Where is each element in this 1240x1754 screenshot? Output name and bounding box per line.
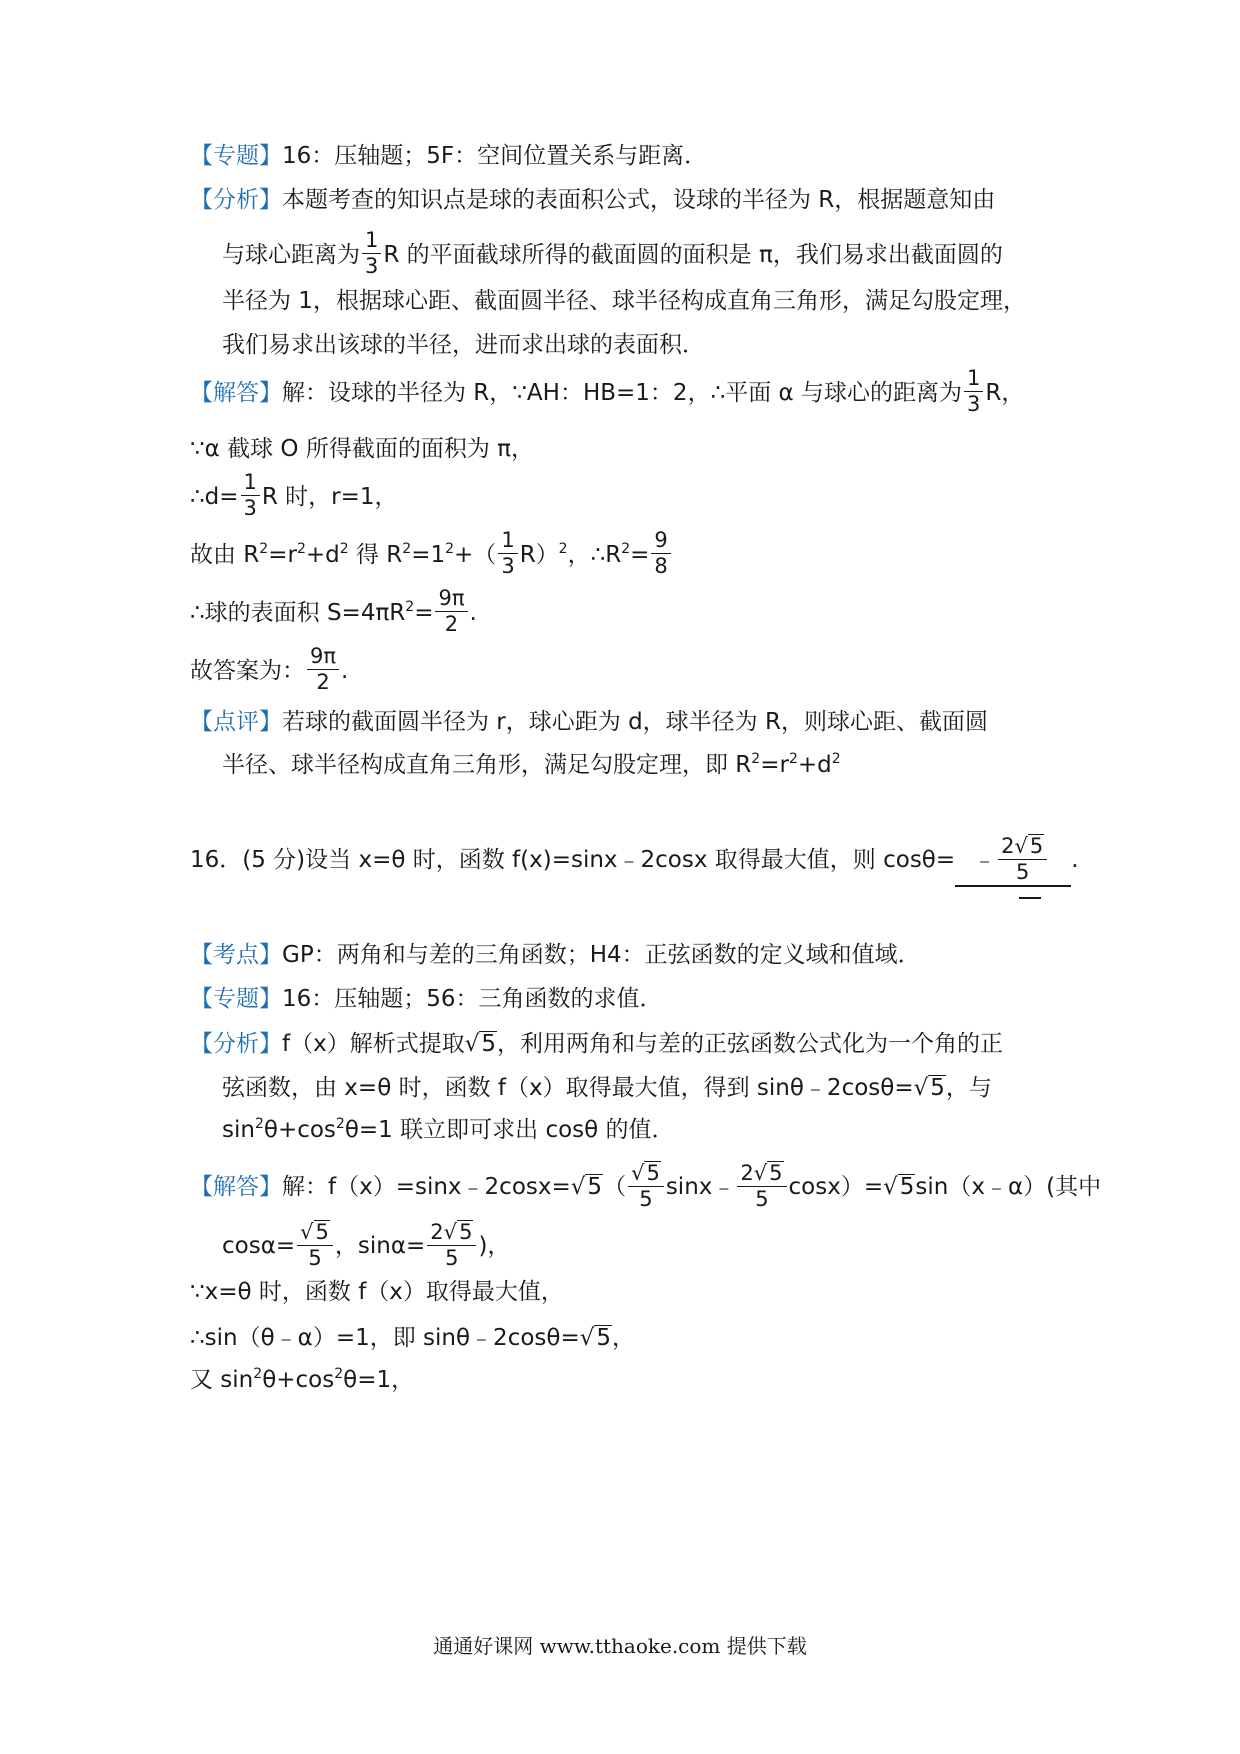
topic-line-2: 【专题】16：压轴题；56：三角函数的求值． — [190, 986, 663, 1012]
solution-tag: 【解答】 — [190, 1174, 282, 1200]
solution-line-1: 【解答】解：设球的半径为 R，∵AH：HB=1：2，∴平面 α 与球心的距离为 $\frac{1}{3}$ R， — [190, 366, 1025, 416]
analysis-line-4: 我们易求出该球的半径，进而求出球的表面积． — [222, 332, 705, 358]
fraction: $\frac{√5}{5}$ — [297, 1220, 333, 1269]
topic-tag: 【专题】 — [190, 986, 282, 1012]
comment-line-1: 【点评】若球的截面圆半径为 r，球心距为 d，球半径为 R，则球心距、截面圆 — [190, 709, 988, 735]
solution-line-2: ∵α 截球 O 所得截面的面积为 π， — [190, 436, 534, 462]
fraction: $\frac{1}{3}$ — [362, 230, 381, 277]
radical: √5 — [913, 1075, 945, 1101]
solution2-line-1: 【解答】解：f（x）=sinx﹣2cosx=√5（ $\frac{√5}{5}$ sinx﹣ $\frac{2√5}{5}$ cosx）=√5sin（x﹣α）(其中 — [190, 1161, 1102, 1211]
fraction: $\frac{2√5}{5}$ — [427, 1220, 476, 1269]
topic-line-1: 【专题】16：压轴题；5F：空间位置关系与距离． — [190, 143, 708, 169]
fraction: $\frac{1}{3}$ — [498, 530, 517, 577]
solution-tag: 【解答】 — [190, 380, 282, 406]
analysis2-line-3: $\sin^2\theta+\cos^2\theta=1$ 联立即可求出 cosθ 的值． — [222, 1116, 675, 1143]
radical: √5 — [464, 1031, 497, 1057]
analysis-line-1: 【分析】本题考查的知识点是球的表面积公式，设球的半径为 R，根据题意知由 — [190, 187, 996, 213]
solution-line-4: 故由 $R^2=r^2+d^2$ 得 $R^2=1^2+$（ $\frac{1}{3}$ R）$^2$，$\therefore R^2=$ $\frac{9}{8}$ — [190, 532, 673, 579]
radical: √5 — [579, 1325, 612, 1351]
analysis-line-2: 与球心距离为 $\frac{1}{3}$ R 的平面截球所得的截面圆的面积是 π，我们易求出截面圆的 — [222, 228, 1003, 278]
analysis-tag: 【分析】 — [190, 1031, 282, 1057]
solution-line-3: ∴d= $\frac{1}{3}$ R 时，r=1， — [190, 470, 398, 520]
analysis-tag: 【分析】 — [190, 187, 282, 213]
solution2-line-4: ∴sin（θ﹣α）=1，即 sinθ﹣2cosθ=√5， — [190, 1325, 636, 1351]
topic-tag: 【专题】 — [190, 143, 282, 169]
fraction: $\frac{9\pi}{2}$ — [307, 646, 339, 693]
fraction: $\frac{2√5}{5}$ — [998, 834, 1047, 883]
keypoint-tag: 【考点】 — [190, 942, 282, 968]
analysis-line-3: 半径为 1，根据球心距、截面圆半径、球半径构成直角三角形，满足勾股定理， — [222, 288, 1026, 314]
keypoint-line: 【考点】GP：两角和与差的三角函数；H4：正弦函数的定义域和值域． — [190, 942, 921, 968]
answer-blank: ﹣ $\frac{2√5}{5}$ — [955, 836, 1071, 887]
comment-line-2: 半径、球半径构成直角三角形，满足勾股定理，即 $R^2=r^2+d^2$ — [222, 751, 841, 778]
fraction: $\frac{9}{8}$ — [651, 530, 670, 577]
fraction: $\frac{9\pi}{2}$ — [435, 588, 467, 635]
solution2-line-5: 又 $\sin^2\theta+\cos^2\theta=1$， — [190, 1366, 415, 1393]
page-footer: 通通好课网 www.tthaoke.com 提供下载 — [433, 1634, 807, 1658]
solution-line-5: ∴球的表面积 $S=4\pi R^2=$ $\frac{9\pi}{2}$ . — [190, 586, 477, 636]
question-16: 16．(5 分)设当 x=θ 时，函数 f(x)=sinx﹣2cosx 取得最大值，则 cosθ= ﹣ $\frac{2√5}{5}$ . — [190, 836, 1079, 887]
fraction: $\frac{2√5}{5}$ — [737, 1161, 786, 1210]
analysis2-line-2: 弦函数，由 x=θ 时，函数 f（x）取得最大值，得到 sinθ﹣2cosθ=√5，与 — [222, 1075, 992, 1101]
solution2-line-3: ∵x=θ 时，函数 f（x）取得最大值， — [190, 1279, 564, 1305]
fraction: $\frac{1}{3}$ — [964, 368, 983, 415]
analysis2-line-1: 【分析】f（x）解析式提取√5，利用两角和与差的正弦函数公式化为一个角的正 — [190, 1031, 1004, 1057]
radical: √5 — [570, 1174, 603, 1200]
fraction: $\frac{√5}{5}$ — [628, 1161, 664, 1210]
answer-line: 故答案为： $\frac{9\pi}{2}$ . — [190, 644, 349, 694]
radical: √5 — [883, 1174, 915, 1200]
solution2-line-2: cosα= $\frac{√5}{5}$ ，sinα= $\frac{2√5}{5}$ )， — [222, 1220, 511, 1270]
comment-tag: 【点评】 — [190, 709, 282, 735]
fraction: $\frac{1}{3}$ — [241, 472, 260, 519]
